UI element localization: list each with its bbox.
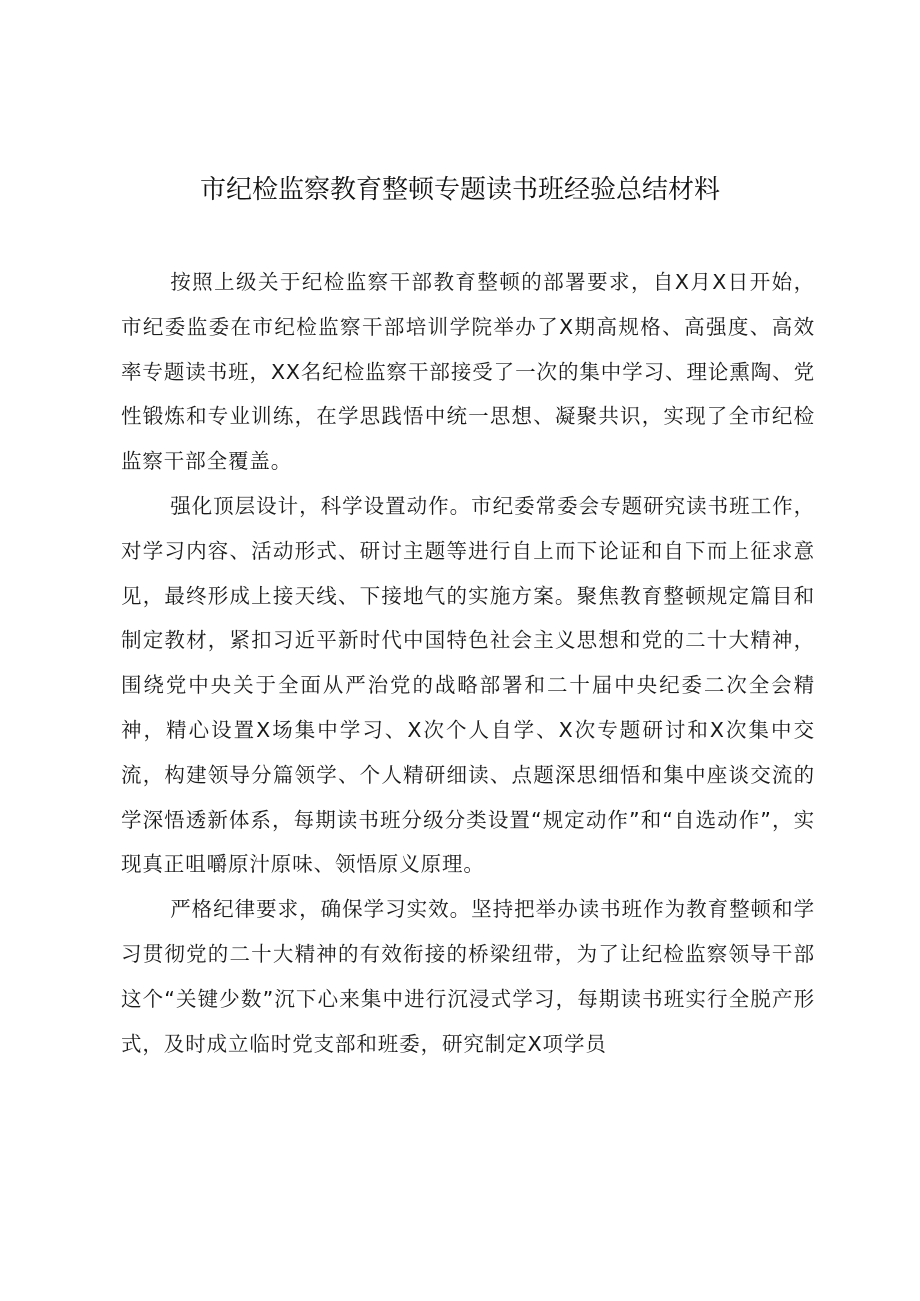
paragraph-discipline: 严格纪律要求，确保学习实效。坚持把举办读书班作为教育整顿和学习贯彻党的二十大精神的有效衔接的桥梁纽带，为了让纪检监察领导干部这个“关键少数”沉下心来集中进行沉浸式学习，每期读书班实行全脱产形式，及时成立临时党支部和班委，研究制定X项学员 <box>121 897 815 1056</box>
document-title: 市纪检监察教育整顿专题读书班经验总结材料 <box>199 175 720 205</box>
paragraph-top-level-design: 强化顶层设计，科学设置动作。市纪委常委会专题研究读书班工作，对学习内容、活动形式、研讨主题等进行自上而下论证和自下而上征求意见，最终形成上接天线、下接地气的实施方案。聚焦教育整顿规定篇目和制定教材，紧扣习近平新时代中国特色社会主义思想和党的二十大精神，围绕党中央关于全面从严治党的战略部署和二十届中央纪委二次全会精神，精心设置X场集中学习、X次个人自学、X次专题研讨和X次集中交流，构建领导分篇领学、个人精研细读、点题深思细悟和集中座谈交流的学深悟透新体系，每期读书班分级分类设置“规定动作”和“自选动作”，实现真正咀嚼原汁原味、领悟原义原理。 <box>121 493 815 877</box>
paragraph-intro: 按照上级关于纪检监察干部教育整顿的部署要求，自X月X日开始，市纪委监委在市纪检监察干部培训学院举办了X期高规格、高强度、高效率专题读书班，XX名纪检监察干部接受了一次的集中学习、理论熏陶、党性锻炼和专业训练，在学思践悟中统一思想、凝聚共识，实现了全市纪检监察干部全覆盖。 <box>121 270 815 474</box>
document-body <box>121 260 815 1066</box>
